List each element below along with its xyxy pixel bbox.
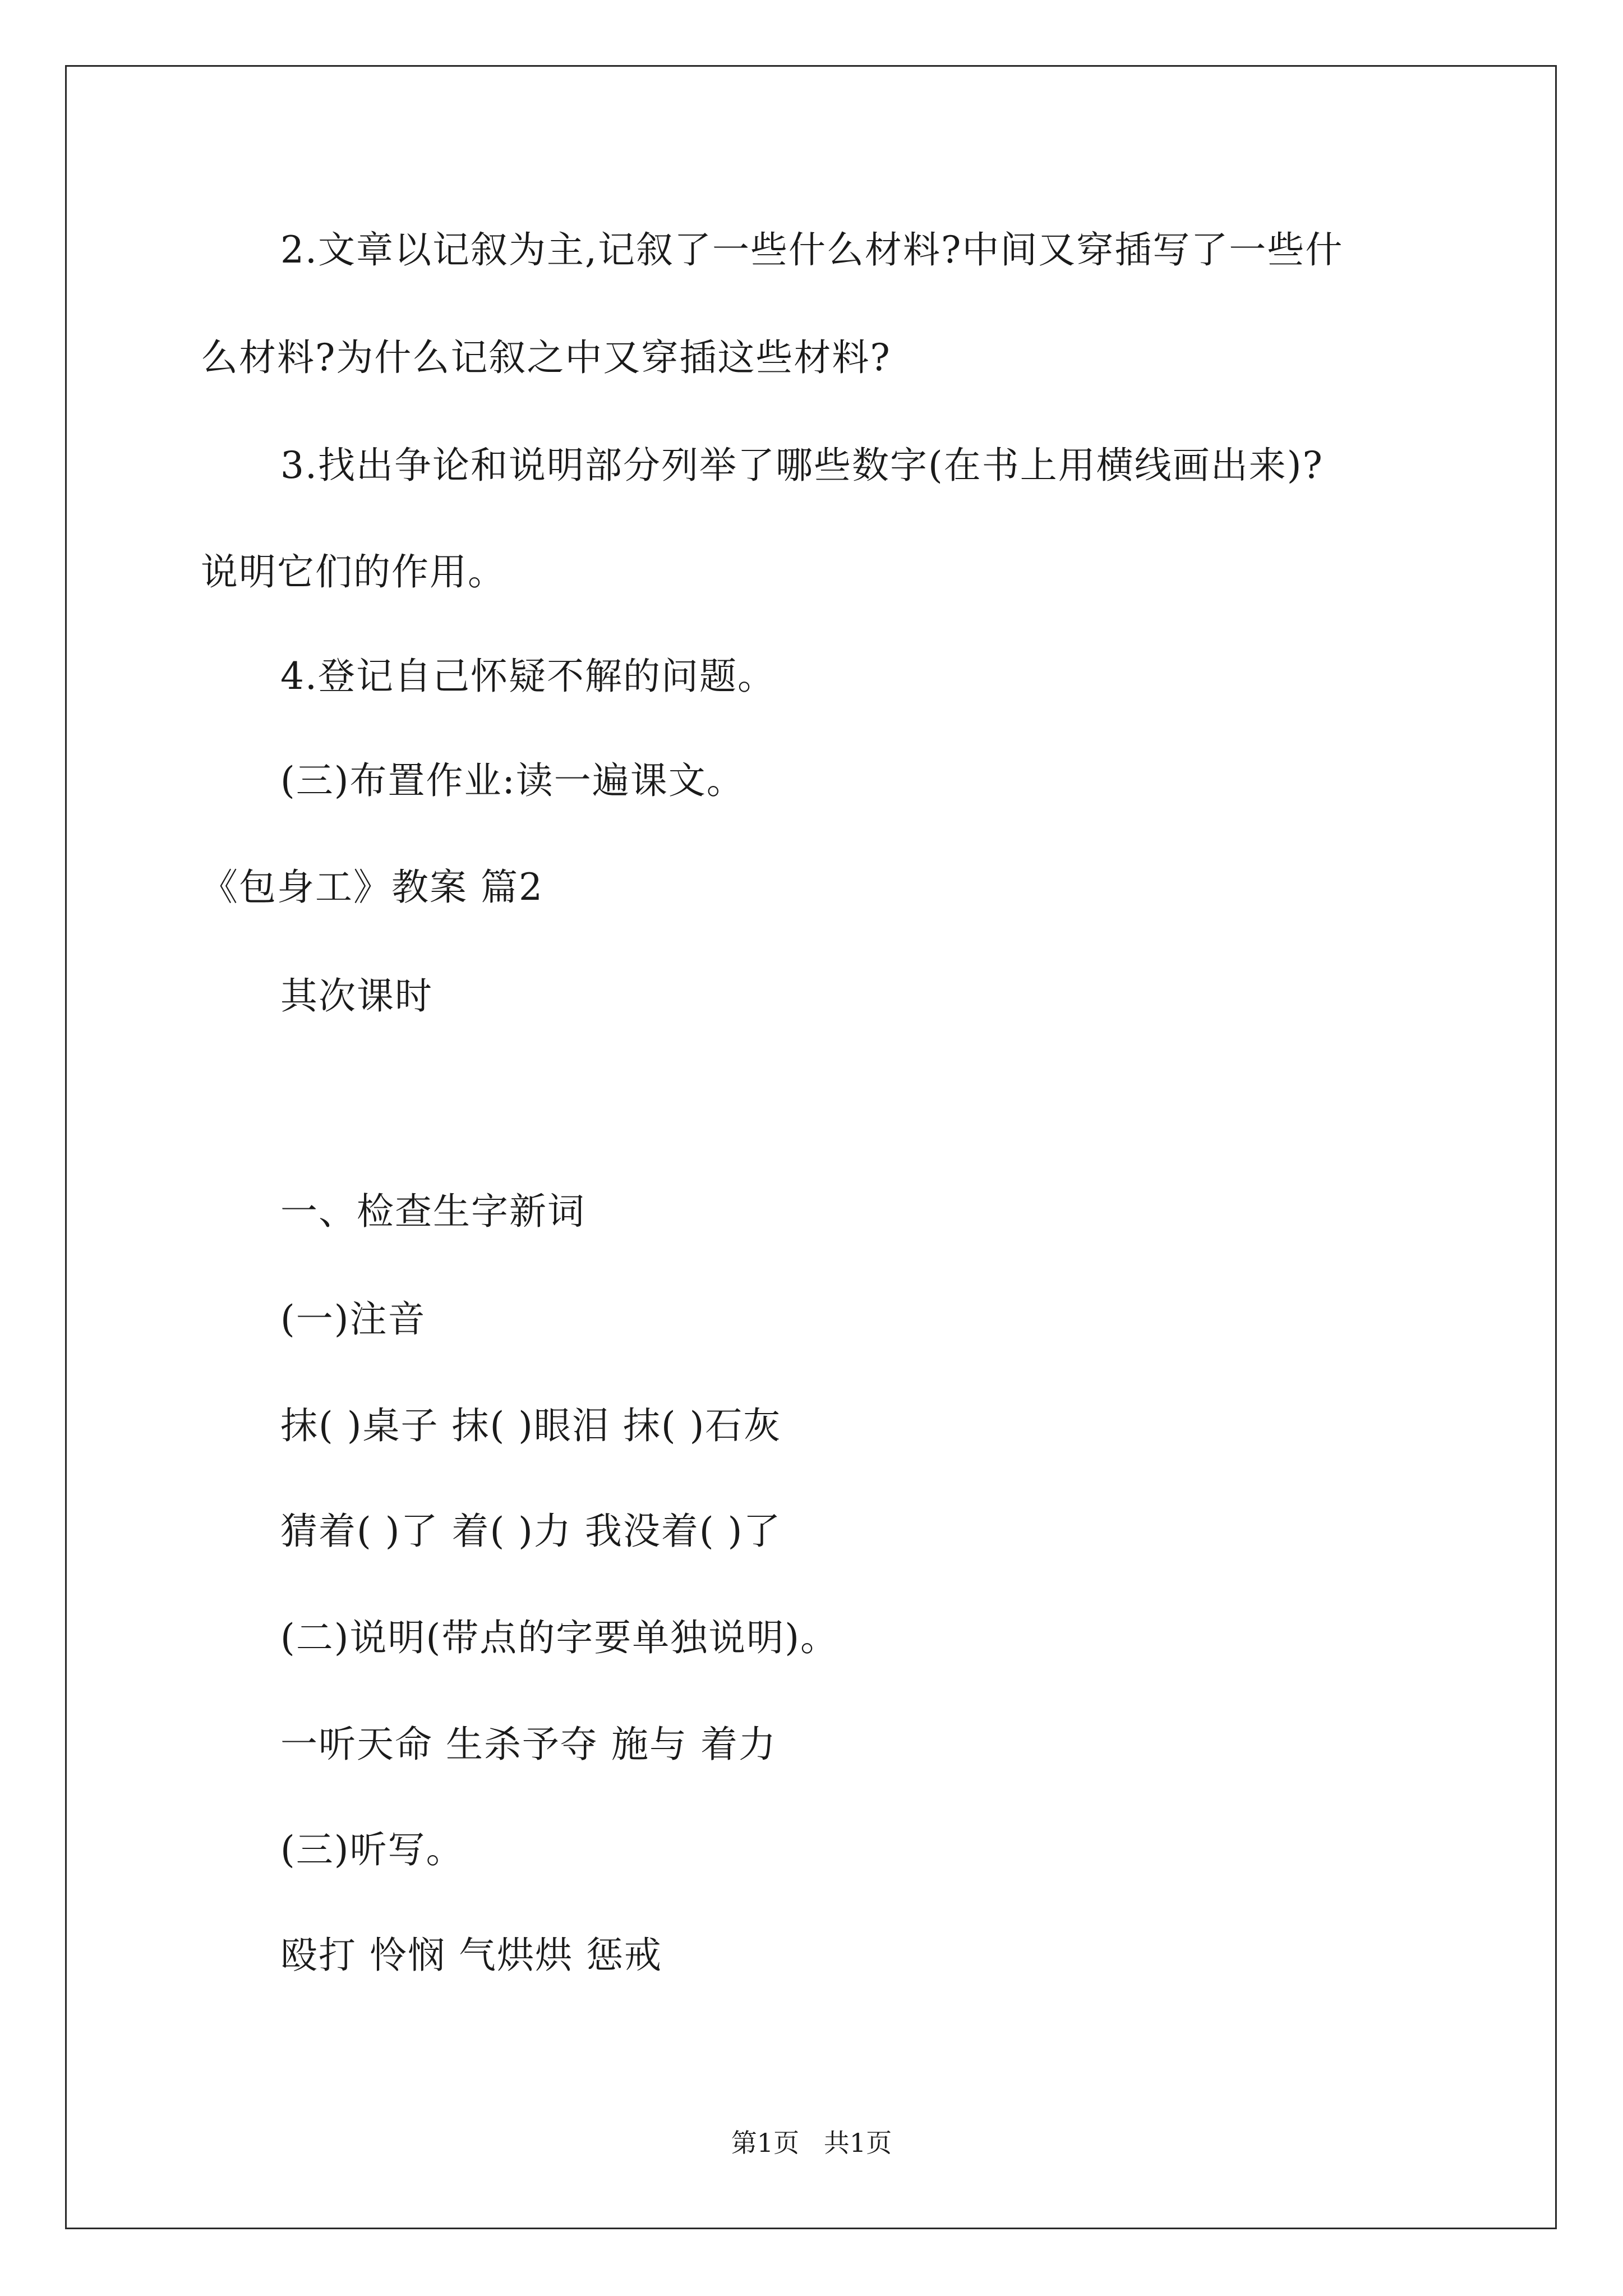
question-4: 4.登记自己怀疑不解的问题。: [280, 655, 776, 698]
explanation-words: 一听天命 生杀予夺 施与 着力: [280, 1723, 777, 1766]
question-3-line-2: 说明它们的作用。: [201, 550, 506, 593]
pinyin-subheading: (一)注音: [280, 1297, 426, 1341]
pinyin-row-1: 抹( )桌子 抹( )眼泪 抹( )石灰: [280, 1404, 782, 1447]
part-one-heading: 一、检查生字新词: [280, 1190, 585, 1233]
page-footer: 第1页 共1页: [731, 2128, 892, 2158]
homework-assignment: (三)布置作业:读一遍课文。: [280, 759, 745, 802]
section-heading: 《包身工》教案 篇2: [201, 866, 543, 909]
pinyin-row-2: 猜着( )了 着( )力 我没着( )了: [280, 1510, 782, 1553]
dictation-words: 殴打 怜悯 气烘烘 惩戒: [280, 1934, 662, 1977]
question-3-line-1: 3.找出争论和说明部分列举了哪些数字(在书上用横线画出来)?: [280, 444, 1324, 487]
question-2-line-1: 2.文章以记叙为主,记叙了一些什么材料?中间又穿插写了一些什: [280, 228, 1344, 272]
explanation-subheading: (二)说明(带点的字要单独说明)。: [280, 1616, 838, 1659]
question-2-line-2: 么材料?为什么记叙之中又穿插这些材料?: [201, 336, 891, 379]
lesson-title: 其次课时: [280, 974, 433, 1018]
dictation-subheading: (三)听写。: [280, 1828, 464, 1871]
page-border: [65, 65, 1557, 2229]
